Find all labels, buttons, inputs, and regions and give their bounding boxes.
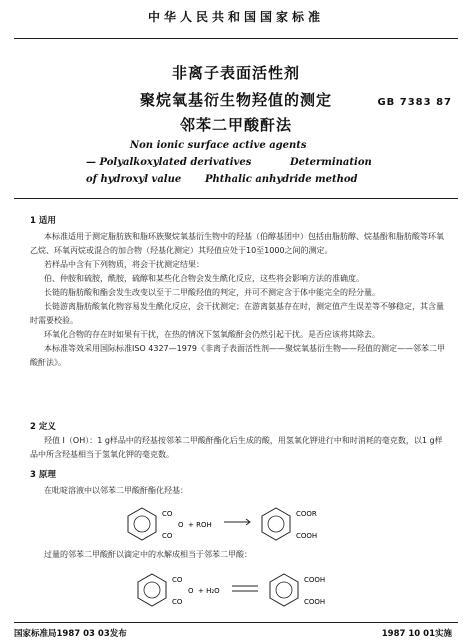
benzene-inner-right — [268, 516, 284, 532]
benzene-ring-left — [128, 508, 156, 540]
title-line-2: 聚烷氧基衍生物羟值的测定 — [139, 91, 332, 109]
eq2-left-co-bottom: CO — [172, 598, 183, 606]
benzene-ring-right — [270, 574, 298, 606]
eq1-left-co-top: CO — [162, 510, 173, 518]
english-title-line-1 — [0, 140, 472, 154]
eq1-right-bottom: COOH — [296, 532, 318, 540]
eq2-right-top: COOH — [304, 576, 326, 584]
esterification-equation — [120, 500, 380, 544]
benzene-inner-right — [276, 582, 292, 598]
paragraph: 本标准适用于测定脂肪族和脂环族聚烷氧基衍生物中的羟基（伯醇基团中）包括由脂肪醇、烷基酚和脂肪酸等环氧乙烷、环氧丙烷或混合的加合物（羟基化测定）其羟值应处于10至1000之间的测定。 — [30, 232, 444, 255]
english-line-2-left: — Polyalkoxylated derivatives — [86, 157, 252, 168]
eq1-right-top: COOR — [296, 510, 317, 518]
english-title-line-2 — [0, 157, 472, 171]
hydrolysis-equation — [130, 566, 380, 610]
section-1-body — [30, 230, 450, 370]
paragraph: 羟值 I（OH）：1 g样品中的羟基按邻苯二甲酸酐酯化后生成的酸，用氢氧化钾进行中和时消耗的毫克数，以1 g样品中所含羟基相当于氢氧化钾的毫克数。 — [30, 436, 443, 459]
eq2-right-bottom: COOH — [304, 598, 326, 606]
eq2-plus-water: + H₂O — [198, 587, 220, 595]
benzene-ring-left — [138, 574, 166, 606]
paragraph: 若样品中含有下列物质，将会干扰测定结果： — [44, 260, 204, 269]
title-rule — [14, 198, 458, 199]
title-line-3: 邻苯二甲酸酐法 — [179, 116, 292, 134]
section-3-body — [30, 484, 450, 498]
effective-date: 1987 10 01实施 — [381, 629, 452, 639]
section-3-after-text: 过量的邻苯二甲酸酐以滴定中的水解成相当于邻苯二甲酸： — [44, 550, 252, 559]
benzene-ring-right — [262, 508, 290, 540]
english-line-2-right: Determination — [290, 157, 372, 168]
publish-date: 国家标准局1987 03 03发布 — [14, 629, 127, 639]
eq2-bridge-o: O — [188, 587, 194, 595]
eq1-bridge-o: O — [178, 521, 184, 529]
header-rule — [14, 38, 458, 39]
english-line-1: Non ionic surface active agents — [130, 140, 307, 151]
title-line-1: 非离子表面活性剂 — [171, 64, 300, 82]
section-1-title: 1 适用 — [30, 216, 56, 226]
section-2-body — [30, 434, 450, 462]
english-line-3-right: Phthalic anhydride method — [205, 174, 358, 185]
eq1-plus-roh: + ROH — [188, 521, 212, 529]
english-line-3-left: of hydroxyl value — [86, 174, 182, 185]
paragraph: 长链的脂肪酸和酯会发生改变以至于二甲酸羟值的判定，并可不测定含于体中能完全的羟分量。 — [44, 288, 380, 297]
footer-rule — [14, 622, 458, 623]
eq1-left-co-bottom: CO — [162, 532, 173, 540]
paragraph: 在吡啶溶液中以邻苯二甲酸酐酯化羟基： — [44, 486, 188, 495]
section-3-title: 3 原理 — [30, 470, 56, 480]
paragraph: 环氧化合物的存在时如果有干扰，在热的情况下氢氧酸酐会仍然引起干扰。是否应该将其除去。 — [44, 330, 380, 339]
eq2-left-co-top: CO — [172, 576, 183, 584]
paragraph: 伯、仲胺和硫胺，酰胺，硫醇和某些化合物会发生酰化反应，这些将会影响方法的准确度。 — [44, 274, 364, 283]
benzene-inner-left — [144, 582, 160, 598]
english-title-line-3 — [0, 174, 472, 188]
paragraph: 本标准等效采用国际标准ISO 4327—1979《非离子表面活性剂——聚烷氧基衍生物——羟值的测定——邻苯二甲酸酐法》。 — [30, 344, 445, 367]
standard-number: GB 7383 87 — [377, 97, 452, 108]
section-2-title: 2 定义 — [30, 422, 56, 432]
paragraph: 长链游离脂肪酸氧化物容易发生酰化反应，会干扰测定；在游离氨基存在时，测定值产生误差等不够稳定，其含量时需要校验。 — [30, 302, 444, 325]
benzene-inner-left — [134, 516, 150, 532]
publisher-header: 中华人民共和国国家标准 — [147, 10, 324, 24]
